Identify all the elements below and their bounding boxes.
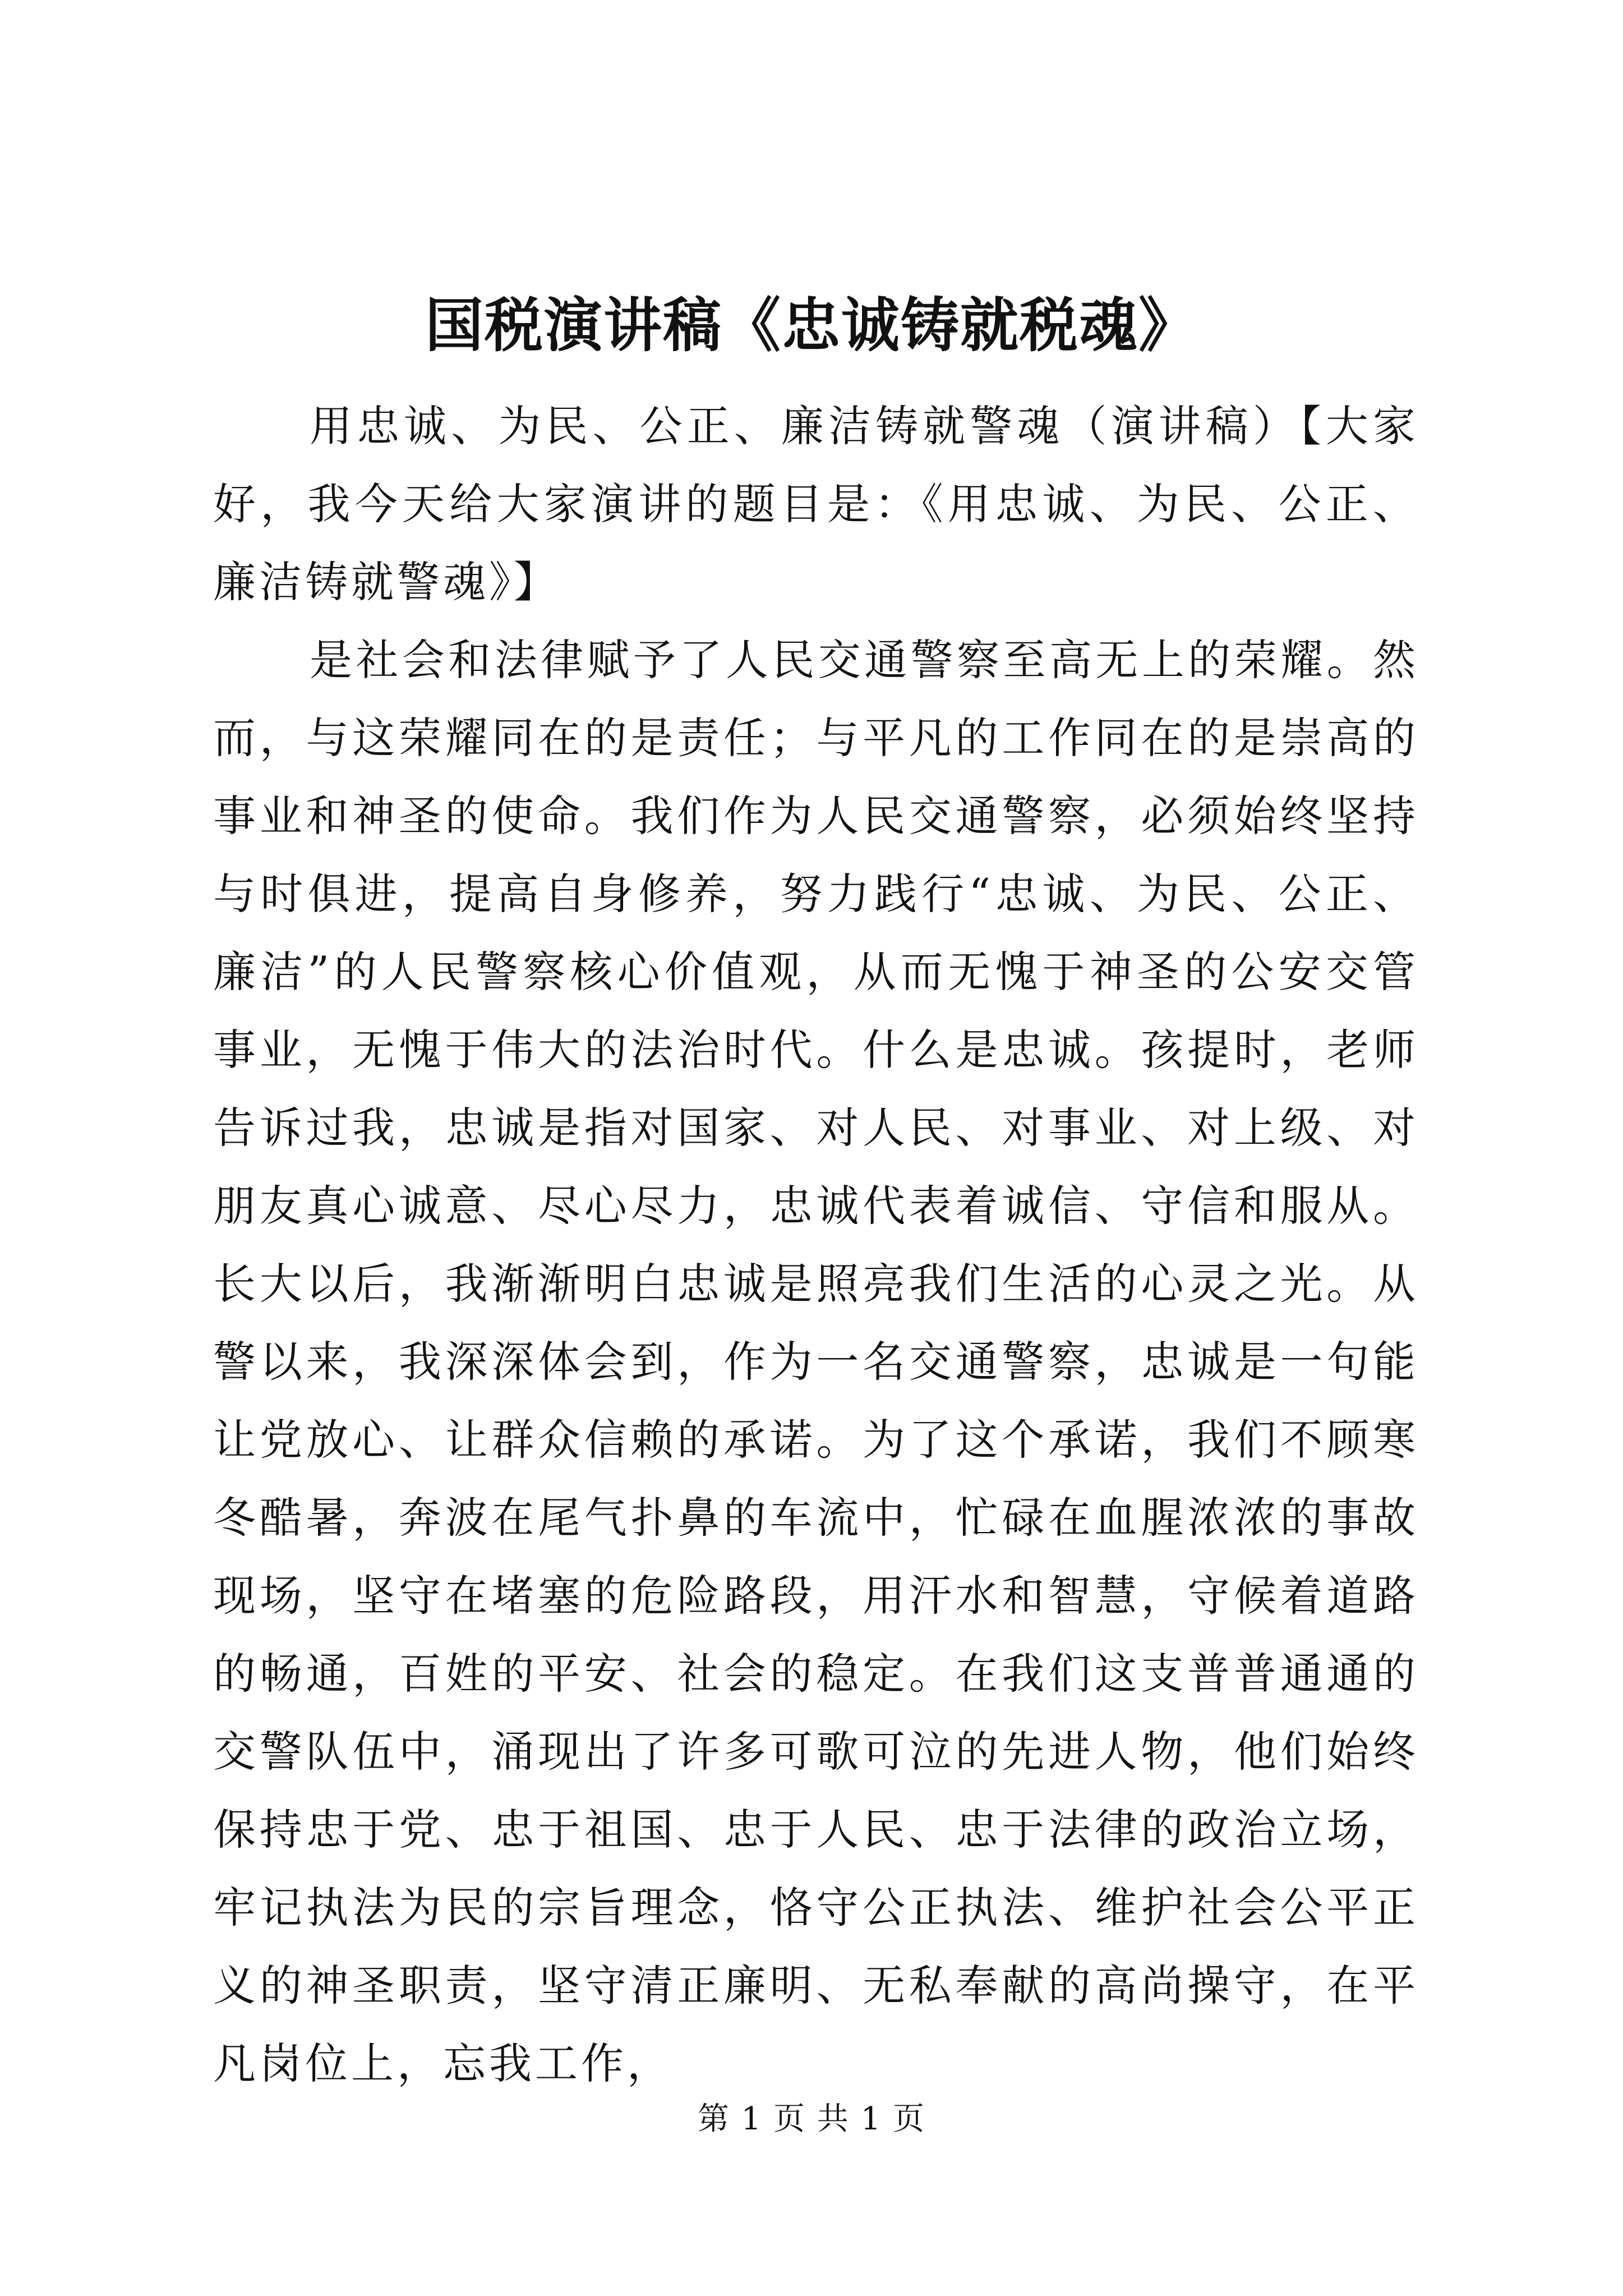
paragraph-main: 是社会和法律赋予了人民交通警察至高无上的荣耀。然而，与这荣耀同在的是责任；与平凡的工作同在的是崇高的事业和神圣的使命。我们作为人民交通警察，必须始终坚持与时俱进，提高自身修养，努力践行“忠诚、为民、公正、廉洁”的人民警察核心价值观，从而无愧于神圣的公安交管事业，无愧于伟大的法治时代。什么是忠诚。孩提时，老师告诉过我，忠诚是指对国家、对人民、对事业、对上级、对朋友真心诚意、尽心尽力，忠诚代表着诚信、守信和服从。长大以后，我渐渐明白忠诚是照亮我们生活的心灵之光。从警以来，我深深体会到，作为一名交通警察，忠诚是一句能让党放心、让群众信赖的承诺。为了这个承诺，我们不顾寒冬酷暑，奔波在尾气扑鼻的车流中，忙碌在血腥浓浓的事故现场，坚守在堵塞的危险路段，用汗水和智慧，守候着道路的畅通，百姓的平安、社会的稳定。在我们这支普普通通的交警队伍中，涌现出了许多可歌可泣的先进人物，他们始终保持忠于党、忠于祖国、忠于人民、忠于法律的政治立场，牢记执法为民的宗旨理念，恪守公正执法、维护社会公平正义的神圣职责，坚守清正廉明、无私奉献的高尚操守，在平凡岗位上，忘我工作， xyxy=(213,635,1419,2088)
page-footer: 第 1 页 共 1 页 xyxy=(697,2101,926,2137)
document-title: 国税演讲稿《忠诚铸就税魂》 xyxy=(425,291,1198,360)
document-body xyxy=(213,387,1419,2102)
paragraph-intro: 用忠诚、为民、公正、廉洁铸就警魂（演讲稿）【大家好，我今天给大家演讲的题目是：《用忠诚、为民、公正、廉洁铸就警魂》】 xyxy=(213,401,1419,607)
